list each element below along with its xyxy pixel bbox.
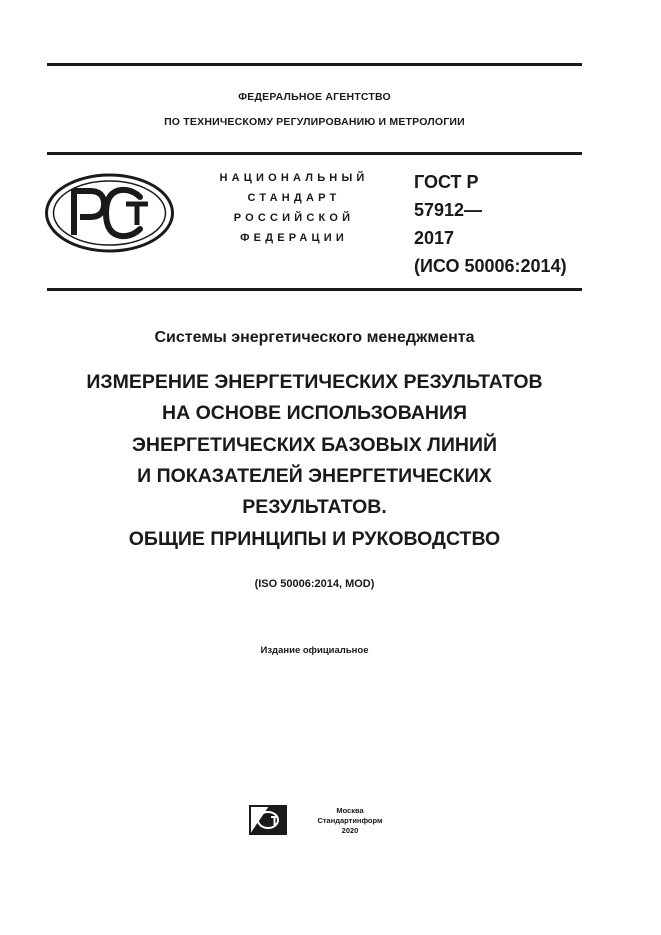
title-line-6: ОБЩИЕ ПРИНЦИПЫ И РУКОВОДСТВО: [128, 528, 501, 550]
title-line-3: ЭНЕРГЕТИЧЕСКИХ БАЗОВЫХ ЛИНИЙ: [132, 434, 497, 456]
document-subtitle: Системы энергетического менеджмента: [154, 329, 475, 346]
rst-gost-emblem-icon: [44, 173, 175, 253]
designation-line-4: (ИСО 50006:2014): [414, 256, 567, 276]
national-line-1: НАЦИОНАЛЬНЫЙ: [219, 172, 369, 184]
national-line-2: СТАНДАРТ: [247, 192, 341, 204]
title-line-4: И ПОКАЗАТЕЛЕЙ ЭНЕРГЕТИЧЕСКИХ: [137, 465, 492, 487]
title-line-1: ИЗМЕРЕНИЕ ЭНЕРГЕТИЧЕСКИХ РЕЗУЛЬТАТОВ: [86, 371, 543, 393]
middle-rule: [47, 152, 582, 155]
edition-note: Издание официальное: [260, 645, 369, 656]
designation-line-1: ГОСТ Р: [414, 172, 479, 192]
publisher-year: 2020: [341, 826, 359, 835]
iso-reference: (ISO 50006:2014, MOD): [254, 578, 375, 590]
publisher-city: Москва: [336, 806, 364, 815]
national-line-3: РОССИЙСКОЙ: [233, 212, 355, 224]
designation-line-2: 57912—: [414, 200, 483, 220]
agency-line-1: ФЕДЕРАЛЬНОЕ АГЕНТСТВО: [238, 91, 391, 103]
agency-line-2: ПО ТЕХНИЧЕСКОМУ РЕГУЛИРОВАНИЮ И МЕТРОЛОГИИ: [164, 116, 465, 128]
national-line-4: ФЕДЕРАЦИИ: [240, 232, 348, 244]
lower-rule: [47, 288, 582, 291]
designation-line-3: 2017: [414, 228, 455, 248]
standartinform-logo-icon: [249, 805, 287, 835]
title-line-2: НА ОСНОВЕ ИСПОЛЬЗОВАНИЯ: [161, 402, 468, 424]
title-line-5: РЕЗУЛЬТАТОВ.: [242, 496, 387, 518]
publisher-name: Стандартинформ: [317, 816, 383, 825]
top-rule: [47, 63, 582, 66]
